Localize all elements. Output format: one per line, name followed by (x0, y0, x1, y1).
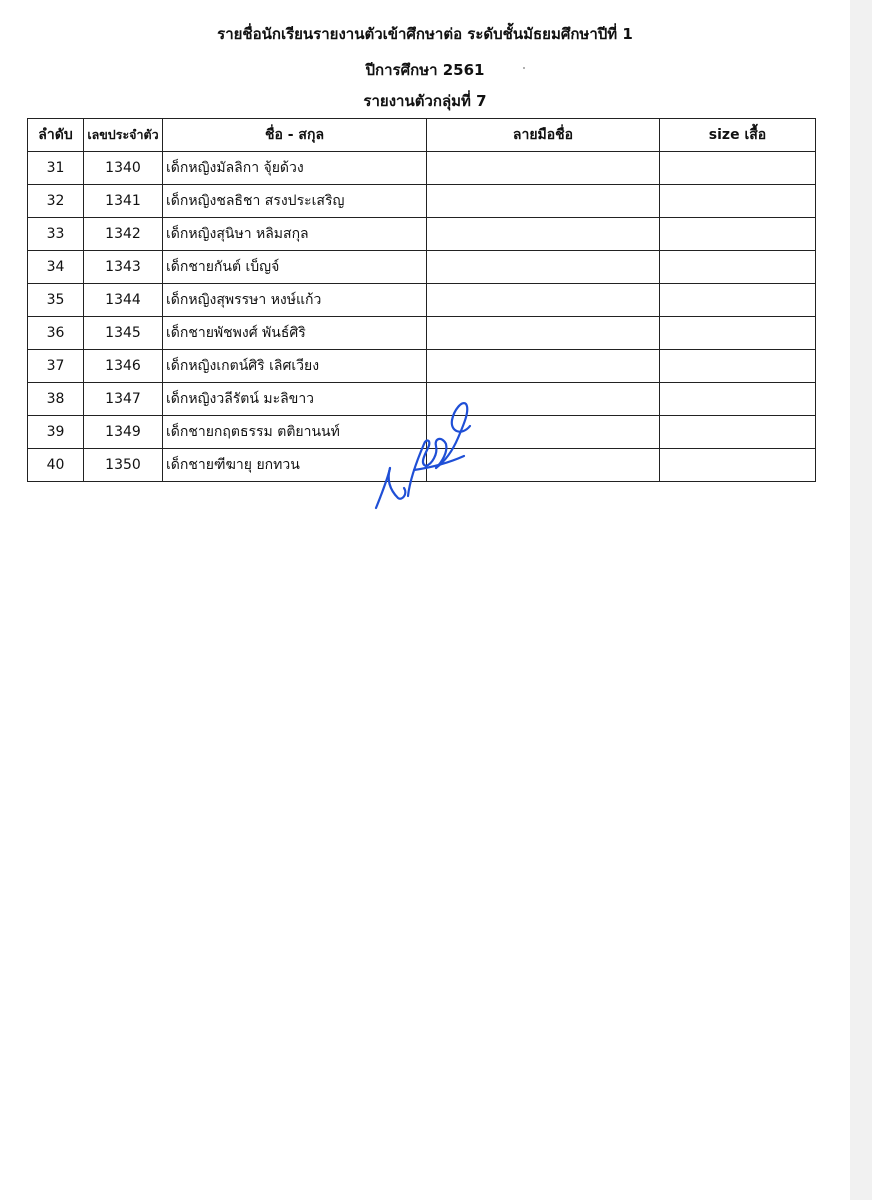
table-row (28, 251, 816, 284)
header-shirt-size: size เสื้อ (660, 119, 816, 152)
row-order: 33 (28, 218, 84, 251)
table-header-row (28, 119, 816, 152)
header-signature: ลายมือชื่อ (427, 119, 660, 152)
row-shirt-size-cell (660, 350, 816, 383)
row-order: 38 (28, 383, 84, 416)
header-name: ชื่อ - สกุล (163, 119, 427, 152)
row-signature-cell (427, 251, 660, 284)
row-student-id: 1346 (84, 350, 163, 383)
table-row (28, 317, 816, 350)
table-row (28, 383, 816, 416)
table-row (28, 350, 816, 383)
row-student-name: เด็กหญิงเกตน์ศิริ เลิศเวียง (163, 350, 427, 383)
row-student-name: เด็กชายกันต์ เบ็ญจ์ (163, 251, 427, 284)
row-order: 36 (28, 317, 84, 350)
row-student-name: เด็กหญิงชลธิชา สรงประเสริญ (163, 185, 427, 218)
row-signature-cell (427, 185, 660, 218)
student-table (27, 118, 816, 482)
row-shirt-size-cell (660, 218, 816, 251)
table-row (28, 449, 816, 482)
row-student-id: 1341 (84, 185, 163, 218)
row-student-id: 1340 (84, 152, 163, 185)
row-student-name: เด็กชายพัชพงศ์ พันธ์ศิริ (163, 317, 427, 350)
scan-speck (523, 67, 525, 69)
scan-edge (850, 0, 872, 1200)
row-order: 39 (28, 416, 84, 449)
row-student-name: เด็กชายกฤตธรรม ตติยานนท์ (163, 416, 427, 449)
row-signature-cell (427, 317, 660, 350)
group-label: รายงานตัวกลุ่มที่ 7 (363, 92, 487, 110)
row-shirt-size-cell (660, 284, 816, 317)
table-row (28, 185, 816, 218)
row-order: 37 (28, 350, 84, 383)
row-student-name: เด็กชายฑีฆายุ ยกทวน (163, 449, 427, 482)
row-signature-cell (427, 449, 660, 482)
row-student-id: 1347 (84, 383, 163, 416)
row-student-id: 1350 (84, 449, 163, 482)
table-row (28, 152, 816, 185)
row-student-id: 1344 (84, 284, 163, 317)
row-shirt-size-cell (660, 383, 816, 416)
row-shirt-size-cell (660, 449, 816, 482)
document-title: รายชื่อนักเรียนรายงานตัวเข้าศึกษาต่อ ระดับชั้นมัธยมศึกษาปีที่ 1 (217, 25, 633, 43)
row-signature-cell (427, 284, 660, 317)
row-student-id: 1349 (84, 416, 163, 449)
row-shirt-size-cell (660, 251, 816, 284)
academic-year: ปีการศึกษา 2561 (365, 61, 485, 79)
row-student-id: 1345 (84, 317, 163, 350)
row-student-name: เด็กหญิงวลีรัตน์ มะลิขาว (163, 383, 427, 416)
row-signature-cell (427, 383, 660, 416)
row-student-name: เด็กหญิงสุนิษา หลิมสกุล (163, 218, 427, 251)
row-signature-cell (427, 152, 660, 185)
row-student-name: เด็กหญิงมัลลิกา จุ้ยด้วง (163, 152, 427, 185)
row-shirt-size-cell (660, 317, 816, 350)
header-order: ลำดับ (28, 119, 84, 152)
row-student-id: 1342 (84, 218, 163, 251)
row-order: 35 (28, 284, 84, 317)
row-shirt-size-cell (660, 416, 816, 449)
row-order: 31 (28, 152, 84, 185)
table-row (28, 416, 816, 449)
header-student-id: เลขประจำตัว (84, 119, 163, 152)
row-signature-cell (427, 350, 660, 383)
table-row (28, 218, 816, 251)
row-shirt-size-cell (660, 185, 816, 218)
row-signature-cell (427, 218, 660, 251)
row-student-id: 1343 (84, 251, 163, 284)
row-signature-cell (427, 416, 660, 449)
row-shirt-size-cell (660, 152, 816, 185)
row-student-name: เด็กหญิงสุพรรษา หงษ์แก้ว (163, 284, 427, 317)
table-row (28, 284, 816, 317)
row-order: 34 (28, 251, 84, 284)
row-order: 32 (28, 185, 84, 218)
row-order: 40 (28, 449, 84, 482)
